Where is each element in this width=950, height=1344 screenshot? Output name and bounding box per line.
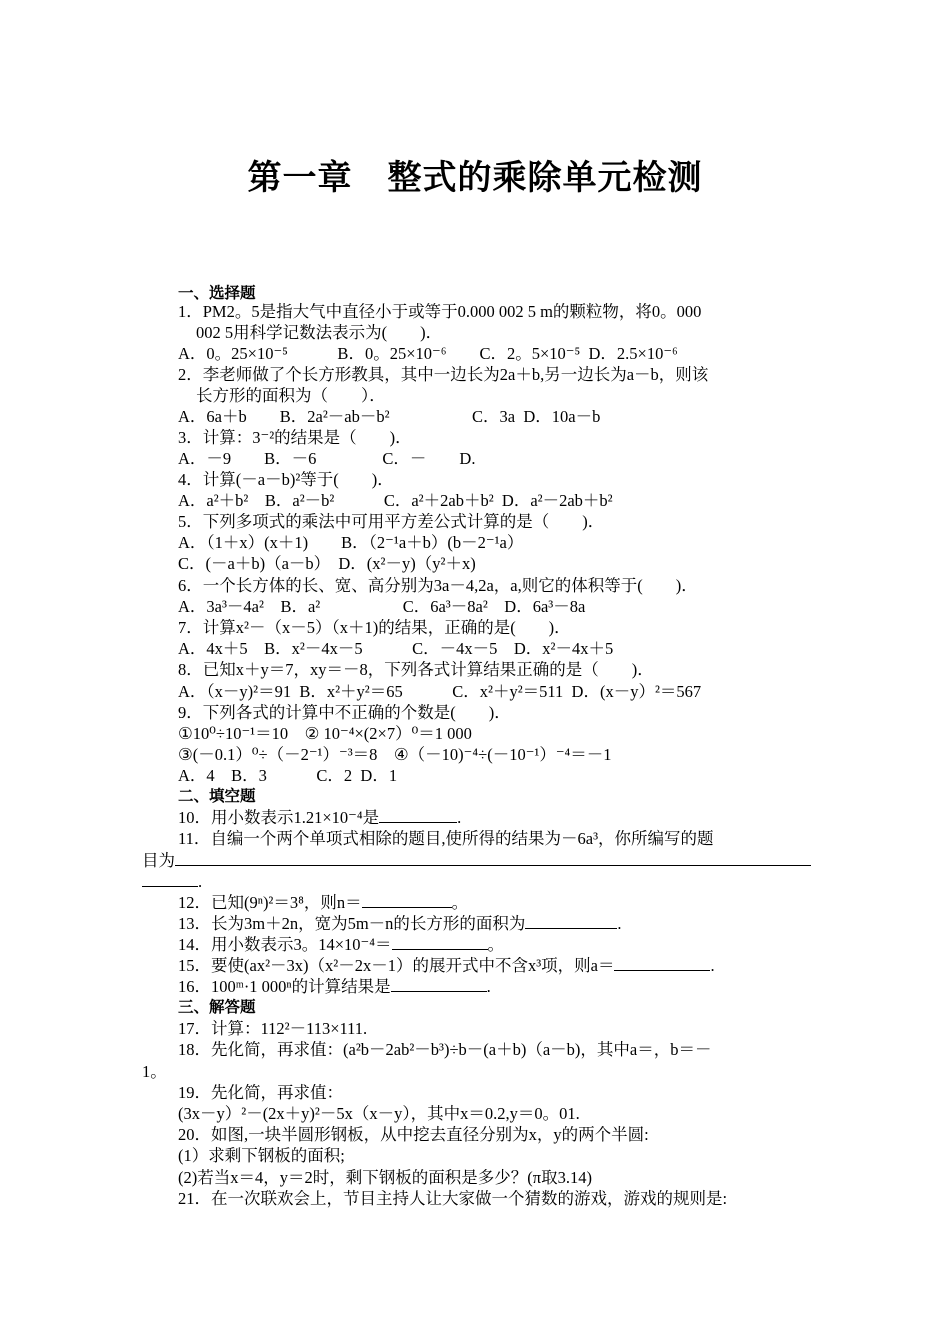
- question-5-options-cd: C．(－a＋b)（a－b） D．(x²－y)（y²＋x): [178, 554, 476, 573]
- question-16: [178, 976, 491, 997]
- question-11-cont: [142, 850, 811, 871]
- question-9-items-34: ③(－0.1）⁰÷（－2⁻¹）⁻³＝8 ④（－10)⁻⁴÷(－10⁻¹）⁻⁴＝－1: [178, 745, 612, 764]
- question-4-options: A．a²＋b² B．a²－b² C．a²＋2ab＋b² D．a²－2ab＋b²: [178, 491, 613, 510]
- question-15: [178, 955, 715, 976]
- question-3: 3．计算：3⁻²的结果是（ )．: [178, 428, 412, 447]
- question-11-cont2: [142, 871, 202, 892]
- answer-blank: [362, 893, 452, 908]
- period: .: [457, 808, 462, 827]
- question-9-options: A．4 B．3 C．2 D．1: [178, 766, 398, 785]
- question-21: 21．在一次联欢会上，节目主持人让大家做一个猜数的游戏，游戏的规则是:: [178, 1189, 728, 1208]
- answer-blank: [379, 808, 457, 823]
- question-1-options: A．0。25×10⁻⁵ B．0。25×10⁻⁶ C．2。5×10⁻⁵ D．2.5×10⁻⁶: [178, 344, 678, 363]
- question-7: 7．计算x²－（x－5）（x＋1)的结果，正确的是( )．: [178, 618, 571, 637]
- question-7-options: A．4x＋5 B．x²－4x－5 C．－4x－5 D．x²－4x＋5: [178, 639, 614, 658]
- question-1: 1．PM2。5是指大气中直径小于或等于0.000 002 5 m的颗粒物，将0。000: [178, 302, 702, 321]
- period: 。: [487, 935, 505, 954]
- question-14: [178, 934, 504, 955]
- question-2-cont: 长方形的面积为（ ）．: [196, 386, 386, 405]
- question-10: [178, 807, 461, 828]
- question-11-text: 目为: [142, 851, 175, 870]
- question-8-options: A．（x－y)²＝91 B．x²＋y²＝65 C．x²＋y²＝511 D．(x－y）²＝567: [178, 682, 702, 701]
- question-5: 5．下列多项式的乘法中可用平方差公式计算的是（ )．: [178, 512, 605, 531]
- question-5-options-ab: A．（1＋x）(x＋1) B．（2⁻¹a＋b）(b－2⁻¹a）: [178, 533, 524, 552]
- question-1-cont: 002 5用科学记数法表示为( )．: [196, 323, 443, 342]
- question-6: 6．一个长方体的长、宽、高分别为3a－4,2a，a,则它的体积等于( )．: [178, 576, 698, 595]
- page-title: 第一章 整式的乘除单元检测: [247, 158, 703, 198]
- answer-blank: [525, 914, 617, 929]
- question-2: 2．李老师做了个长方形教具，其中一边长为2a＋b,另一边长为a－b，则该: [178, 365, 709, 384]
- period: .: [710, 956, 715, 975]
- answer-blank-long: [175, 851, 811, 866]
- question-2-options: A．6a＋b B．2a²－ab－b² C．3a D．10a－b: [178, 407, 601, 426]
- period: 。: [451, 893, 469, 912]
- section-heading-choice: 一、选择题: [178, 284, 256, 302]
- answer-blank: [142, 872, 198, 887]
- question-3-options: A．－9 B．－6 C．－ D.: [178, 449, 476, 468]
- question-9: 9．下列各式的计算中不正确的个数是( )．: [178, 703, 511, 722]
- question-11: 11．自编一个两个单项式相除的题目,使所得的结果为－6a³，你所编写的题: [178, 829, 714, 848]
- question-19-expr: (3x－y）²－(2x＋y)²－5x（x－y），其中x＝0.2,y＝0。01.: [178, 1104, 580, 1123]
- question-13: [178, 913, 622, 934]
- section-heading-fill: 二、填空题: [178, 787, 256, 805]
- period: .: [617, 914, 622, 933]
- question-12: [178, 892, 468, 913]
- question-8: 8．已知x＋y＝7，xy＝－8，下列各式计算结果正确的是（ )．: [178, 660, 654, 679]
- question-20-part-2: (2)若当x＝4，y＝2时，剩下钢板的面积是多少？(π取3.14): [178, 1168, 592, 1187]
- question-9-items-12: ①10⁰÷10⁻¹＝10 ② 10⁻⁴×(2×7）⁰＝1 000: [178, 724, 472, 743]
- answer-blank: [614, 956, 710, 971]
- question-17: 17．计算：112²－113×111.: [178, 1019, 368, 1038]
- question-12-text: 12．已知(9ⁿ)²＝3⁸，则n＝: [178, 893, 362, 912]
- question-15-text: 15．要使(ax²－3x)（x²－2x－1）的展开式中不含x³项，则a＝: [178, 956, 615, 975]
- question-6-options: A．3a³－4a² B．a² C．6a³－8a² D．6a³－8a: [178, 597, 586, 616]
- question-16-text: 16．100ᵐ·1 000ⁿ的计算结果是: [178, 977, 391, 996]
- question-10-text: 10．用小数表示1.21×10⁻⁴是: [178, 808, 380, 827]
- question-18-cont: 1。: [142, 1062, 167, 1081]
- question-18: 18．先化简，再求值：(a²b－2ab²－b³)÷b－(a＋b)（a－b)，其中a＝，b＝－: [178, 1040, 712, 1059]
- section-heading-solve: 三、解答题: [178, 998, 256, 1016]
- answer-blank: [392, 935, 488, 950]
- question-20: 20．如图,一块半圆形钢板，从中挖去直径分别为x，y的两个半圆:: [178, 1125, 649, 1144]
- period: .: [198, 872, 203, 891]
- period: .: [486, 977, 491, 996]
- question-13-text: 13．长为3m＋2n，宽为5m－n的长方形的面积为: [178, 914, 526, 933]
- question-4: 4．计算(－a－b)²等于( )．: [178, 470, 394, 489]
- answer-blank: [391, 977, 487, 992]
- question-20-part-1: (1）求剩下钢板的面积;: [178, 1146, 345, 1165]
- question-19: 19．先化简，再求值：: [178, 1083, 343, 1102]
- question-14-text: 14．用小数表示3。14×10⁻⁴＝: [178, 935, 392, 954]
